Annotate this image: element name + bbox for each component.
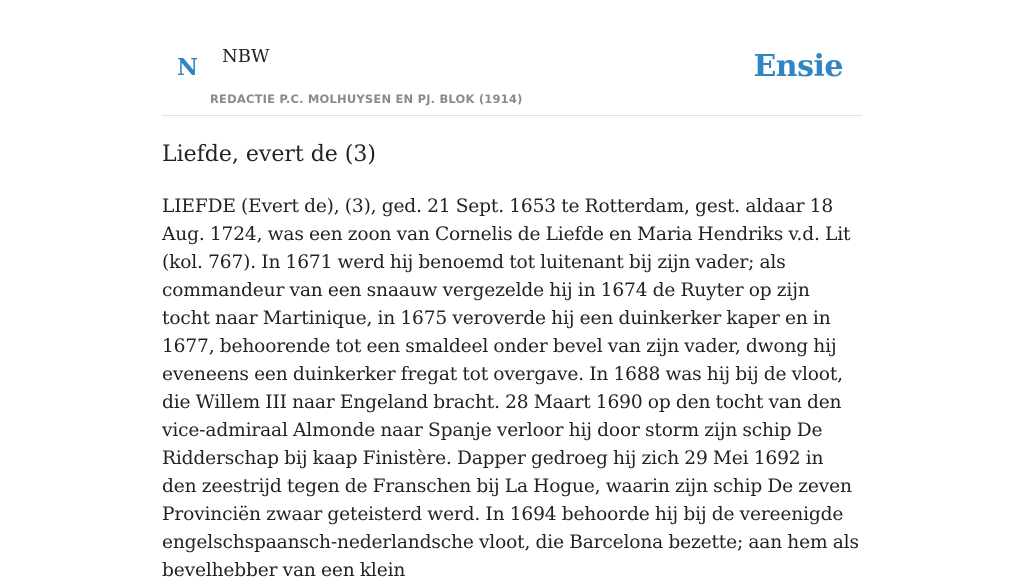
ensie-logo[interactable]: Ensie: [753, 49, 843, 84]
page-title: Liefde, evert de (3): [162, 142, 376, 167]
source-name[interactable]: NBW: [222, 46, 270, 67]
source-logo-icon[interactable]: N: [177, 54, 199, 81]
source-subtitle: REDACTIE P.C. MOLHUYSEN EN PJ. BLOK (1914): [210, 92, 523, 106]
article-page: [162, 0, 862, 585]
article-body: LIEFDE (Evert de), (3), ged. 21 Sept. 1653 te Rotterdam, gest. aldaar 18 Aug. 1724, was een zoon van Cornelis de Liefde en Maria Hendriks v.d. Lit (kol. 767). In 1671 werd hij benoemd tot luitenant bij zijn vader; als commandeur van een snaauw vergezelde hij in 1674 de Ruyter op zijn tocht naar Martinique, in 1675 veroverde hij een duinkerker kaper en in 1677, behoorende tot een smaldeel onder bevel van zijn vader, dwong hij eveneens een duinkerker fregat tot overgave. In 1688 was hij bij de vloot, die Willem III naar Engeland bracht. 28 Maart 1690 op den tocht van den vice-admiraal Almonde naar Spanje verloor hij door storm zijn schip De Ridderschap bij kaap Finistère. Dapper gedroeg hij zich 29 Mei 1692 in den zeestrijd tegen de Franschen bij La Hogue, waarin zijn schip De zeven Provinciën zwaar geteisterd werd. In 1694 behoorde hij bij de vereenigde engelschspaansch-nederlandsche vloot, die Barcelona bezette; aan hem als bevelhebber van een klein: [162, 196, 859, 581]
article-header: [162, 0, 862, 116]
